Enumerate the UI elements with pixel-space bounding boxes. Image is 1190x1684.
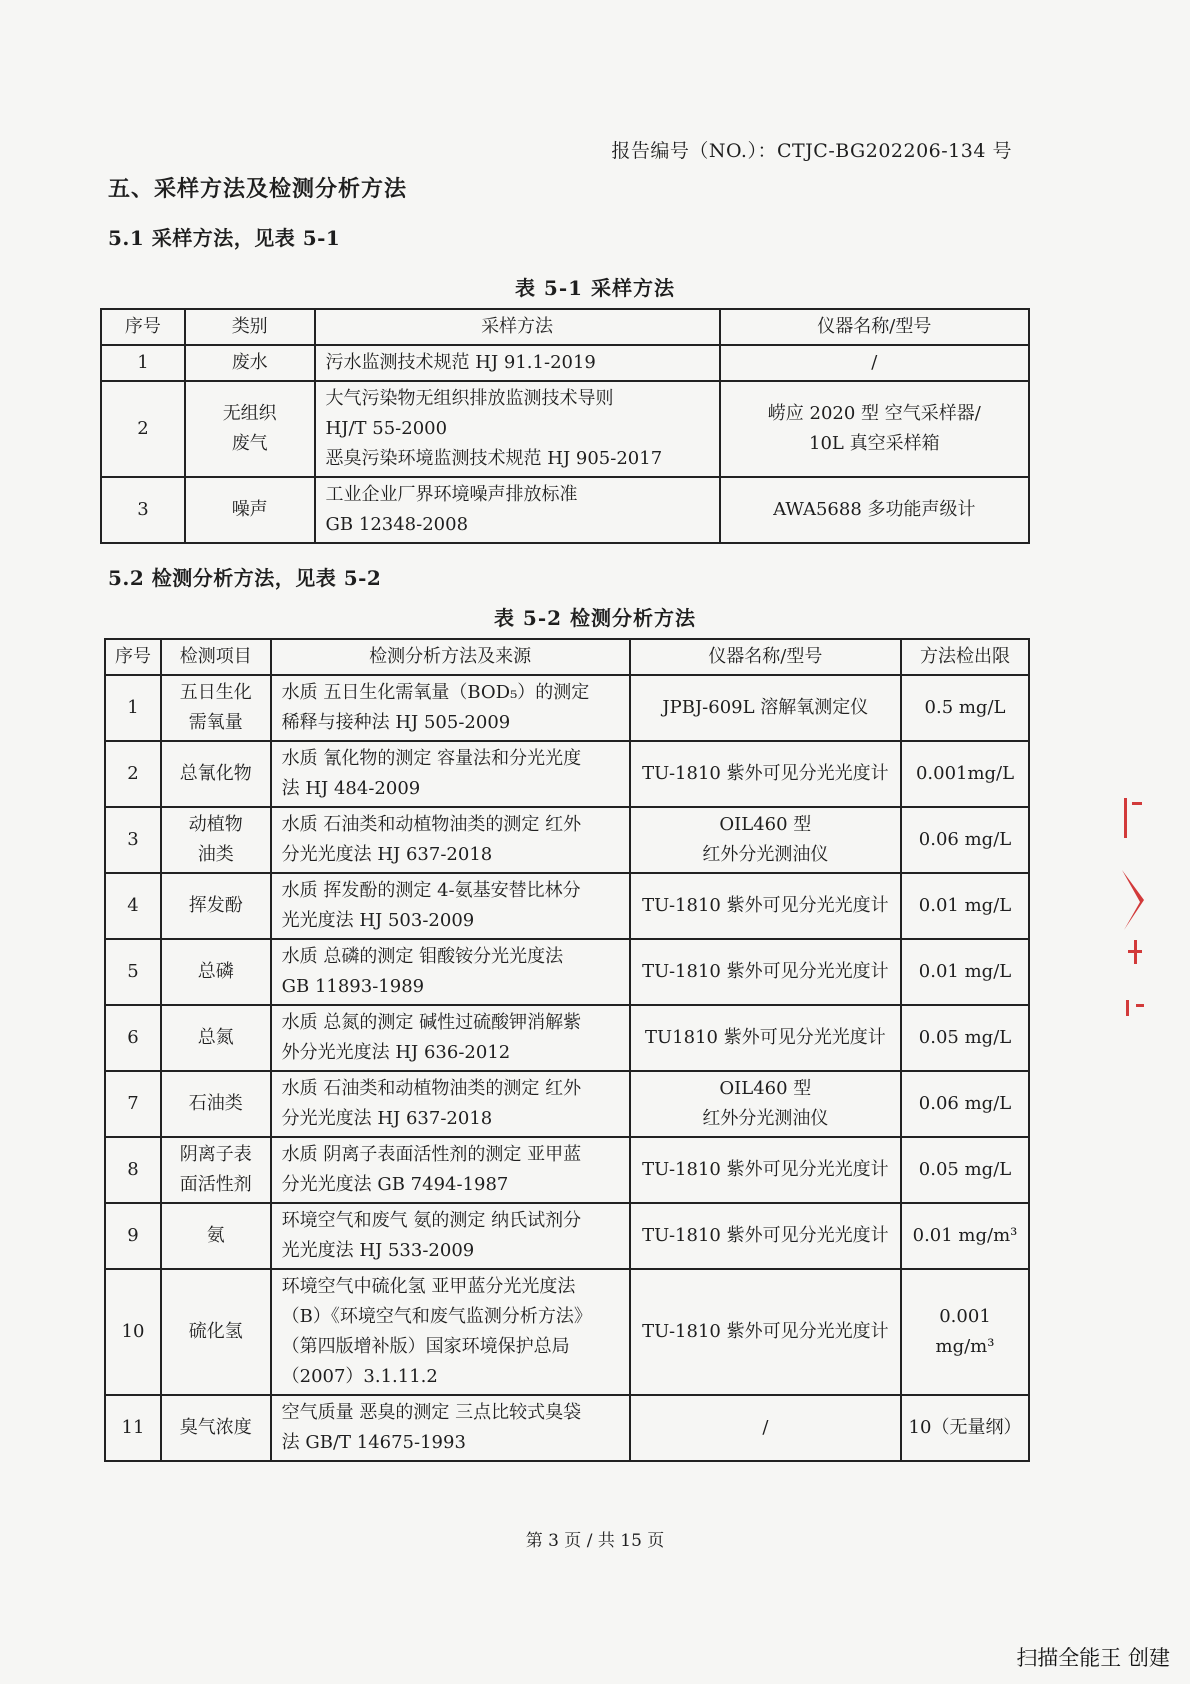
analysis-method-cell <box>271 1005 630 1071</box>
table1-header-cell: 类别 <box>185 309 315 345</box>
test-item-cell <box>161 807 271 873</box>
test-item-cell-line: 氨 <box>206 1225 225 1246</box>
row-number: 1 <box>105 675 161 741</box>
analysis-method-cell-line: 环境空气和废气 氨的测定 纳氏试剂分 <box>281 1210 582 1231</box>
table-row <box>105 1005 1029 1071</box>
instrument-cell-line: 崂应 2020 型 空气采样器/ <box>767 403 981 424</box>
analysis-method-cell <box>271 807 630 873</box>
test-item-cell <box>161 675 271 741</box>
row-number: 7 <box>105 1071 161 1137</box>
sampling-method-cell-line: 恶臭污染环境监测技术规范 HJ 905-2017 <box>325 448 663 469</box>
table1-header-cell: 仪器名称/型号 <box>720 309 1029 345</box>
row-number: 8 <box>105 1137 161 1203</box>
test-item-cell-line: 动植物 <box>188 814 243 835</box>
red-stamp-fragment <box>1118 790 1148 1020</box>
analysis-method-cell-line: 光光度法 HJ 503-2009 <box>281 910 475 931</box>
analysis-method-cell-line: 光光度法 HJ 533-2009 <box>281 1240 475 1261</box>
table1-header-cell: 序号 <box>101 309 185 345</box>
analysis-method-cell-line: 水质 总磷的测定 钼酸铵分光光度法 <box>281 946 564 967</box>
sampling-method-cell-line: 工业企业厂界环境噪声排放标准 <box>325 484 578 505</box>
test-item-cell <box>161 1137 271 1203</box>
report-number: 报告编号（NO.）：CTJC-BG202206-134 号 <box>611 140 1012 162</box>
test-item-cell <box>161 1269 271 1395</box>
test-item-cell <box>161 939 271 1005</box>
analysis-method-cell-line: 水质 挥发酚的测定 4-氨基安替比林分 <box>281 880 581 901</box>
test-item-cell <box>161 741 271 807</box>
analysis-method-cell-line: （第四版增补版）国家环境保护总局 <box>281 1336 570 1357</box>
analysis-method-cell <box>271 939 630 1005</box>
test-item-cell <box>161 1395 271 1461</box>
instrument-cell <box>720 381 1029 477</box>
table-row <box>105 1395 1029 1461</box>
analysis-method-cell-line: GB 11893-1989 <box>281 976 425 997</box>
test-item-cell-line: 面活性剂 <box>179 1174 252 1195</box>
table2-header-cell: 仪器名称/型号 <box>630 639 901 675</box>
instrument-cell-line: TU-1810 紫外可见分光光度计 <box>642 961 889 982</box>
instrument-cell <box>630 1071 901 1137</box>
section-title: 五、采样方法及检测分析方法 <box>108 176 408 202</box>
analysis-method-cell-line: 分光光度法 HJ 637-2018 <box>281 1108 493 1129</box>
test-item-cell <box>161 1005 271 1071</box>
instrument-cell <box>630 807 901 873</box>
sampling-method-cell-line: 大气污染物无组织排放监测技术导则 <box>325 388 614 409</box>
sampling-method-cell <box>315 381 720 477</box>
table-row <box>101 381 1029 477</box>
analysis-method-cell <box>271 1203 630 1269</box>
table2-header-cell: 方法检出限 <box>901 639 1029 675</box>
instrument-cell-line: OIL460 型 <box>719 814 812 835</box>
table1-caption: 表 5-1 采样方法 <box>514 276 676 300</box>
analysis-method-cell-line: 水质 五日生化需氧量（BOD₅）的测定 <box>281 682 590 703</box>
table2-header-cell: 检测项目 <box>161 639 271 675</box>
detection-limit-cell: 0.01 mg/m³ <box>901 1203 1029 1269</box>
instrument-cell-line: OIL460 型 <box>719 1078 812 1099</box>
instrument-cell-line: AWA5688 多功能声级计 <box>773 499 976 520</box>
row-number: 11 <box>105 1395 161 1461</box>
table-row <box>101 477 1029 543</box>
page-footer: 第 3 页 / 共 15 页 <box>525 1531 665 1551</box>
table2-caption: 表 5-2 检测分析方法 <box>493 606 697 630</box>
row-number: 9 <box>105 1203 161 1269</box>
row-number: 1 <box>101 345 185 381</box>
test-item-cell <box>161 1071 271 1137</box>
table-row <box>101 345 1029 381</box>
detection-limit-cell: 10（无量纲） <box>901 1395 1029 1461</box>
subsection-sampling: 5.1 采样方法，见表 5-1 <box>108 226 341 250</box>
instrument-cell-line: TU-1810 紫外可见分光光度计 <box>642 1159 889 1180</box>
category-cell-line: 无组织 <box>222 403 277 424</box>
analysis-method-cell-line: 水质 阴离子表面活性剂的测定 亚甲蓝 <box>281 1144 582 1165</box>
table2-header-cell: 检测分析方法及来源 <box>271 639 630 675</box>
analysis-method-cell-line: 分光光度法 GB 7494-1987 <box>281 1174 509 1195</box>
test-item-cell-line: 总磷 <box>197 961 234 982</box>
sampling-method-cell <box>315 477 720 543</box>
subsection-analysis: 5.2 检测分析方法，见表 5-2 <box>108 566 382 590</box>
sampling-method-cell <box>315 345 720 381</box>
category-cell <box>185 345 315 381</box>
row-number: 2 <box>101 381 185 477</box>
table2-body <box>105 675 1029 1461</box>
category-cell-line: 废水 <box>231 352 268 373</box>
table-row <box>105 807 1029 873</box>
row-number: 3 <box>101 477 185 543</box>
test-item-cell <box>161 873 271 939</box>
instrument-cell <box>630 1137 901 1203</box>
table-row <box>105 1137 1029 1203</box>
row-number: 6 <box>105 1005 161 1071</box>
analysis-methods-table <box>104 638 1030 1462</box>
instrument-cell-line: JPBJ-609L 溶解氧测定仪 <box>662 697 869 718</box>
analysis-method-cell-line: 稀释与接种法 HJ 505-2009 <box>281 712 511 733</box>
detection-limit-cell: 0.001 mg/m³ <box>901 1269 1029 1395</box>
test-item-cell-line: 油类 <box>197 844 234 865</box>
test-item-cell-line: 需氧量 <box>188 712 243 733</box>
table-row <box>105 873 1029 939</box>
analysis-method-cell <box>271 1269 630 1395</box>
table1-header-row <box>101 309 1029 345</box>
row-number: 2 <box>105 741 161 807</box>
analysis-method-cell <box>271 1137 630 1203</box>
instrument-cell <box>630 1005 901 1071</box>
analysis-method-cell-line: 水质 总氮的测定 碱性过硫酸钾消解紫 <box>281 1012 582 1033</box>
instrument-cell-line: TU1810 紫外可见分光光度计 <box>644 1027 886 1048</box>
table-row <box>105 675 1029 741</box>
instrument-cell <box>630 873 901 939</box>
test-item-cell-line: 臭气浓度 <box>179 1417 252 1438</box>
detection-limit-cell: 0.06 mg/L <box>901 1071 1029 1137</box>
instrument-cell-line: 10L 真空采样箱 <box>809 433 940 454</box>
instrument-cell-line: TU-1810 紫外可见分光光度计 <box>642 763 889 784</box>
analysis-method-cell-line: 水质 氰化物的测定 容量法和分光光度 <box>281 748 582 769</box>
test-item-cell-line: 总氰化物 <box>179 763 252 784</box>
table2-header-cell: 序号 <box>105 639 161 675</box>
analysis-method-cell-line: 法 GB/T 14675-1993 <box>281 1432 466 1453</box>
instrument-cell <box>630 675 901 741</box>
test-item-cell <box>161 1203 271 1269</box>
instrument-cell-line: / <box>871 352 878 373</box>
category-cell-line: 噪声 <box>231 499 268 520</box>
detection-limit-cell: 0.01 mg/L <box>901 873 1029 939</box>
detection-limit-cell: 0.05 mg/L <box>901 1137 1029 1203</box>
table2-header-row <box>105 639 1029 675</box>
sampling-method-cell-line: 污水监测技术规范 HJ 91.1-2019 <box>325 352 596 373</box>
detection-limit-cell: 0.06 mg/L <box>901 807 1029 873</box>
analysis-method-cell-line: 环境空气中硫化氢 亚甲蓝分光光度法 <box>281 1276 576 1297</box>
instrument-cell-line: / <box>762 1417 769 1438</box>
analysis-method-cell <box>271 873 630 939</box>
analysis-method-cell-line: 水质 石油类和动植物油类的测定 红外 <box>281 1078 582 1099</box>
test-item-cell-line: 阴离子表 <box>179 1144 252 1165</box>
detection-limit-cell: 0.5 mg/L <box>901 675 1029 741</box>
instrument-cell-line: 红外分光测油仪 <box>702 1108 829 1129</box>
sampling-methods-table <box>100 308 1030 544</box>
analysis-method-cell-line: 外分光光度法 HJ 636-2012 <box>281 1042 511 1063</box>
table1-header-cell: 采样方法 <box>315 309 720 345</box>
table-row <box>105 1071 1029 1137</box>
analysis-method-cell-line: 空气质量 恶臭的测定 三点比较式臭袋 <box>281 1402 582 1423</box>
instrument-cell <box>630 939 901 1005</box>
instrument-cell <box>630 1395 901 1461</box>
table-row <box>105 741 1029 807</box>
instrument-cell-line: 红外分光测油仪 <box>702 844 829 865</box>
analysis-method-cell-line: 法 HJ 484-2009 <box>281 778 421 799</box>
row-number: 3 <box>105 807 161 873</box>
analysis-method-cell-line: （B）《环境空气和废气监测分析方法》 <box>281 1306 592 1327</box>
scanner-watermark: 扫描全能王 创建 <box>1016 1646 1170 1670</box>
analysis-method-cell <box>271 675 630 741</box>
category-cell <box>185 381 315 477</box>
row-number: 5 <box>105 939 161 1005</box>
analysis-method-cell-line: 分光光度法 HJ 637-2018 <box>281 844 493 865</box>
instrument-cell <box>720 345 1029 381</box>
test-item-cell-line: 总氮 <box>197 1027 234 1048</box>
category-cell <box>185 477 315 543</box>
analysis-method-cell <box>271 1395 630 1461</box>
instrument-cell <box>630 1269 901 1395</box>
instrument-cell-line: TU-1810 紫外可见分光光度计 <box>642 1225 889 1246</box>
instrument-cell <box>630 1203 901 1269</box>
analysis-method-cell-line: （2007）3.1.11.2 <box>281 1366 438 1387</box>
detection-limit-cell: 0.05 mg/L <box>901 1005 1029 1071</box>
instrument-cell-line: TU-1810 紫外可见分光光度计 <box>642 895 889 916</box>
detection-limit-cell: 0.001mg/L <box>901 741 1029 807</box>
table1-body <box>101 345 1029 543</box>
test-item-cell-line: 硫化氢 <box>188 1321 243 1342</box>
analysis-method-cell <box>271 1071 630 1137</box>
test-item-cell-line: 石油类 <box>188 1093 243 1114</box>
category-cell-line: 废气 <box>231 433 268 454</box>
detection-limit-cell: 0.01 mg/L <box>901 939 1029 1005</box>
table-row <box>105 1269 1029 1395</box>
row-number: 10 <box>105 1269 161 1395</box>
row-number: 4 <box>105 873 161 939</box>
analysis-method-cell-line: 水质 石油类和动植物油类的测定 红外 <box>281 814 582 835</box>
sampling-method-cell-line: HJ/T 55-2000 <box>325 418 448 439</box>
test-item-cell-line: 挥发酚 <box>188 895 243 916</box>
table-row <box>105 939 1029 1005</box>
instrument-cell-line: TU-1810 紫外可见分光光度计 <box>642 1321 889 1342</box>
analysis-method-cell <box>271 741 630 807</box>
instrument-cell <box>630 741 901 807</box>
instrument-cell <box>720 477 1029 543</box>
table-row <box>105 1203 1029 1269</box>
sampling-method-cell-line: GB 12348-2008 <box>325 514 469 535</box>
test-item-cell-line: 五日生化 <box>179 682 252 703</box>
